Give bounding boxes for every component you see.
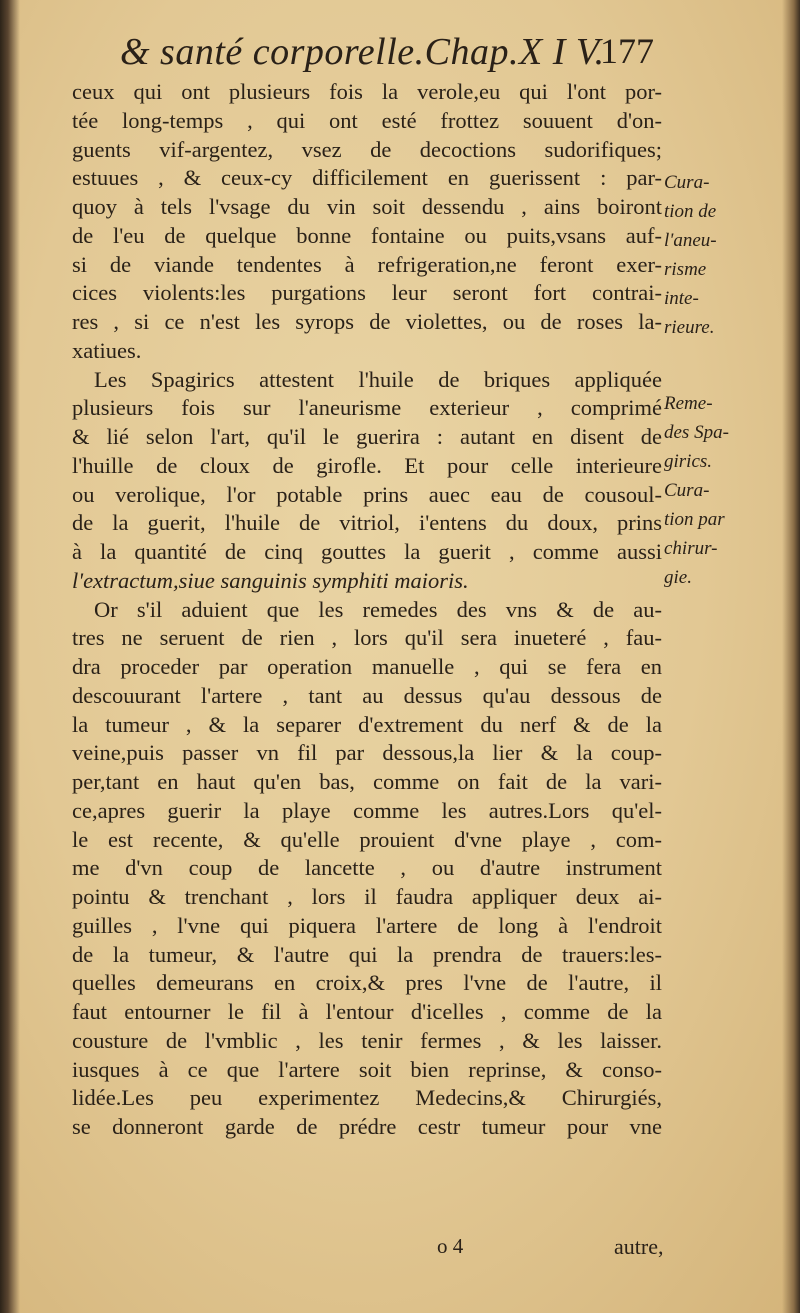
margin-note: Reme- — [664, 393, 713, 414]
paragraph-start: Or s'il aduient que les remedes des vns & de au- — [94, 596, 662, 622]
text-line: per,tant en haut qu'en bas, comme on fait de la vari- — [72, 769, 662, 794]
text-line: pointu & trenchant , lors il faudra appliquer deux ai- — [72, 884, 662, 909]
text-line: cices violents:les purgations leur seront fort contrai- — [72, 280, 662, 306]
signature-mark: o 4 — [437, 1234, 464, 1258]
text-line: guilles , l'vne qui piquera l'artere de long à l'endroit — [72, 912, 662, 938]
margin-note: inte- — [664, 288, 699, 309]
catchword: autre, — [614, 1234, 664, 1259]
margin-note: l'aneu- — [664, 230, 717, 251]
margin-note: chirur- — [664, 538, 718, 559]
text-line: quoy à tels l'vsage du vin soit dessendu , ains boiront — [72, 194, 662, 219]
text-line: de la tumeur, & l'autre qui la prendra de trauers:les- — [72, 941, 662, 967]
latin-citation: l'extractum,siue sanguinis symphiti maioris. — [72, 567, 469, 593]
text-line: & lié selon l'art, qu'il le guerira : autant en disent de — [72, 424, 662, 449]
text-line: de l'eu de quelque bonne fontaine ou puits,vsans auf- — [72, 222, 662, 248]
margin-note: risme — [664, 259, 707, 280]
text-line: ou verolique, l'or potable prins auec eau de cousoul- — [72, 481, 662, 507]
text-line: estuues , & ceux-cy difficilement en guerissent : par- — [72, 165, 662, 191]
binding-gutter — [0, 0, 20, 1313]
text-line: me d'vn coup de lancette , ou d'autre instrument — [72, 855, 662, 881]
text-line: tres ne seruent de rien , lors qu'il sera inueteré , fau- — [72, 625, 662, 651]
page-footer — [0, 1234, 800, 1264]
text-line: plusieurs fois sur l'aneurisme exterieur , comprimé — [72, 395, 662, 421]
margin-note: Cura- — [664, 172, 710, 193]
text-line: guents vif-argentez, vsez de decoctions sudorifiques; — [72, 136, 662, 162]
text-line: le est recente, & qu'elle prouient d'vne playe , com- — [72, 826, 662, 852]
text-line: faut entourner le fil à l'entour d'icelles , comme de la — [72, 999, 662, 1024]
text-line: xatiues. — [72, 337, 142, 363]
margin-note: girics. — [664, 451, 713, 472]
body-text — [72, 78, 662, 1142]
text-line: si de viande tendentes à refrigeration,ne feront exer- — [72, 251, 662, 277]
text-line: descouurant l'artere , tant au dessus qu'au dessous de — [72, 682, 662, 708]
text-line: ce,apres guerir la playe comme les autres.Lors qu'el- — [72, 797, 662, 823]
text-line: veine,puis passer vn fil par dessous,la lier & la coup- — [72, 740, 662, 766]
page-number: 177 — [600, 31, 654, 71]
page-edge — [782, 0, 800, 1313]
text-line: la tumeur , & la separer d'extrement du nerf & de la — [72, 711, 662, 737]
text-line: ceux qui ont plusieurs fois la verole,eu qui l'ont por- — [72, 79, 662, 104]
running-title: & santé corporelle.Chap.X I V. — [120, 31, 605, 73]
text-line: tée long-temps , qui ont esté frottez souuent d'on- — [72, 107, 662, 133]
margin-note: rieure. — [664, 317, 715, 338]
text-line: de la guerit, l'huile de vitriol, i'entens du doux, prins — [72, 510, 662, 536]
paragraph-start: Les Spagirics attestent l'huile de briques appliquée — [94, 366, 662, 392]
margin-note: gie. — [664, 567, 692, 588]
text-line: lidée.Les peu experimentez Medecins,& Chirurgiés, — [72, 1085, 662, 1111]
text-line: se donneront garde de prédre cestr tumeur pour vne — [72, 1114, 662, 1139]
margin-note: tion par — [664, 509, 725, 530]
text-line: dra proceder par operation manuelle , qui se fera en — [72, 654, 662, 679]
margin-note: des Spa- — [664, 422, 729, 443]
text-line: quelles demeurans en croix,& pres l'vne de l'autre, il — [72, 970, 662, 996]
text-line: iusques à ce que l'artere soit bien reprinse, & conso- — [72, 1056, 662, 1082]
text-line: l'huille de cloux de girofle. Et pour celle interieure — [72, 452, 662, 478]
text-line: à la quantité de cinq gouttes la guerit , comme aussi — [72, 539, 662, 564]
margin-note: tion de — [664, 201, 717, 222]
text-line: res , si ce n'est les syrops de violettes, ou de roses la- — [72, 309, 662, 334]
margin-note: Cura- — [664, 480, 710, 501]
running-header — [0, 30, 800, 78]
text-line: cousture de l'vmblic , les tenir fermes , & les laisser. — [72, 1027, 662, 1053]
